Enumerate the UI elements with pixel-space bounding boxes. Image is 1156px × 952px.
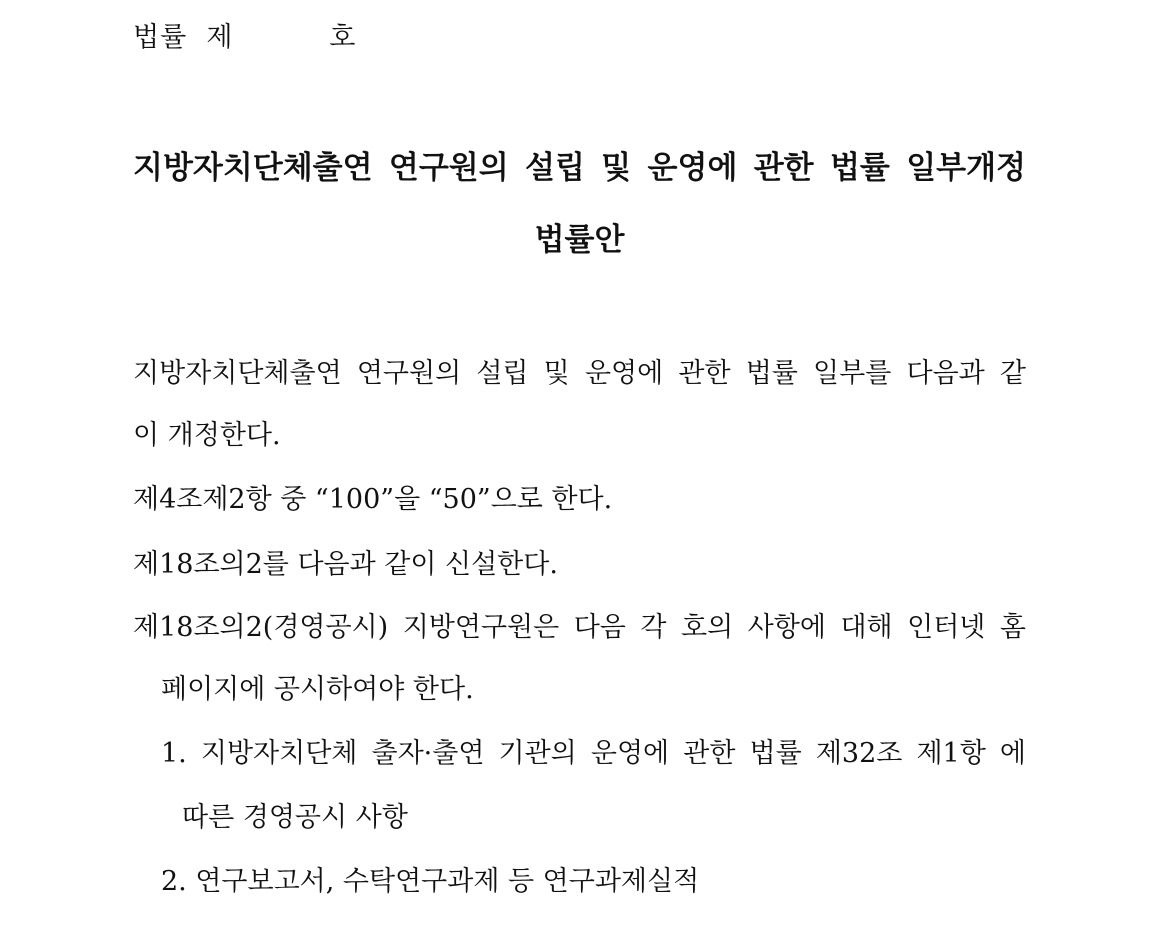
- bill-number: 법률 제 호: [133, 22, 357, 53]
- article-18-2-text-line-2: 페이지에 공시하여야 한다.: [161, 674, 474, 705]
- intro-text-line-2: 이 개정한다.: [133, 420, 281, 451]
- intro-text-line-1: 지방자치단체출연 연구원의 설립 및 운영에 관한 법률 일부를 다음과 같: [133, 358, 1026, 389]
- amendment-article-18-2-intro: 제18조의2를 다음과 같이 신설한다.: [133, 549, 558, 580]
- list-item-1-line-1: 1. 지방자치단체 출자·출연 기관의 운영에 관한 법률 제32조 제1항 에: [161, 738, 1026, 769]
- article-18-2-text-line-1: 제18조의2(경영공시) 지방연구원은 다음 각 호의 사항에 대해 인터넷 홈: [133, 612, 1026, 643]
- list-item-2: 2. 연구보고서, 수탁연구과제 등 연구과제실적: [161, 866, 700, 897]
- bill-title-line-2: 법률안: [534, 222, 625, 258]
- list-item-1-line-2: 따른 경영공시 사항: [182, 802, 408, 833]
- amendment-article-4: 제4조제2항 중 “100”을 “50”으로 한다.: [133, 484, 613, 515]
- bill-title-line-1: 지방자치단체출연 연구원의 설립 및 운영에 관한 법률 일부개정: [133, 150, 1026, 186]
